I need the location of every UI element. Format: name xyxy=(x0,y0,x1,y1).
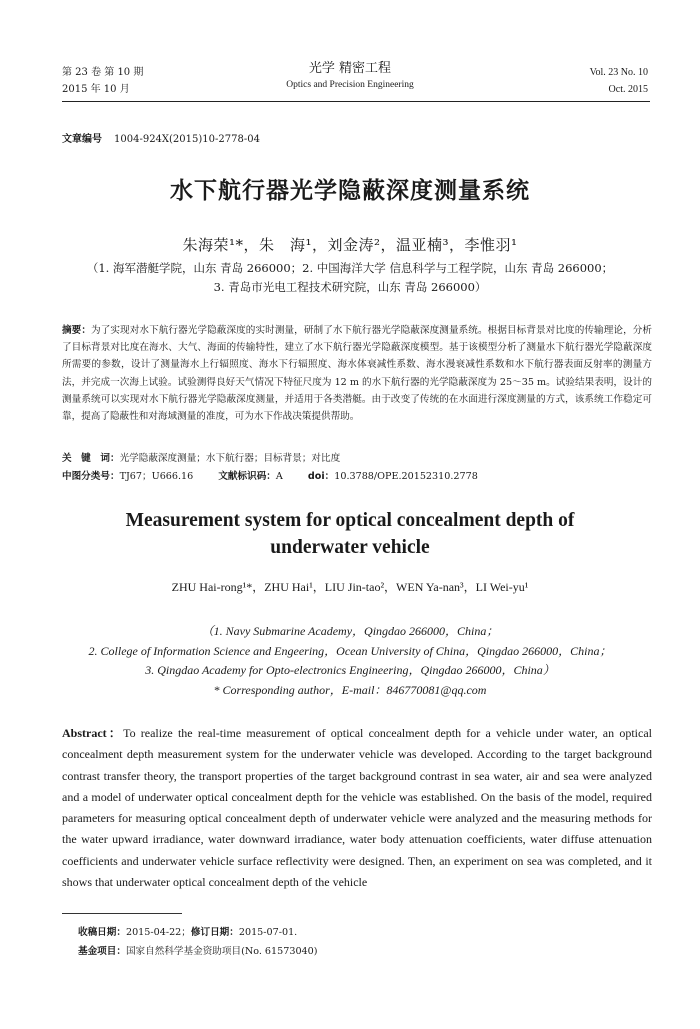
affiliation-en-line: （1. Navy Submarine Academy，Qingdao 266000，China； xyxy=(201,624,499,638)
article-number-label: 文章编号 xyxy=(62,134,102,145)
volume-issue-cn: 第 23 卷 第 10 期 xyxy=(62,67,144,78)
volume-issue-en: Vol. 23 No. 10 xyxy=(589,67,648,78)
affiliations-en xyxy=(10,622,690,700)
abstract-cn-text: 为了实现对水下航行器光学隐蔽深度的实时测量，研制了水下航行器光学隐蔽深度测量系统。根据目标背景对比度的传输理论，分析了目标背景对比度在海水、大气、海面的传输特性，建立了水下航行器光学隐蔽深度模型。基于该模型分析了测量水下航行器光学隐蔽深度所需要的参数，设计了测量海水上行辐照度、海水下行辐照度、海水体衰减性系数、海水漫衰减性系数和水下航行器表面反射率的测量方法，并完成一次海上试验。试验测得良好天气情况下特征尺度为 12 m 的水下航行器的光学隐蔽深度为 25～35 m。试验结果表明，设计的测量系统可以实现对水下航行器光学隐蔽深度测量，并适用于各类潜艇。由于改变了传统的在水面进行深度测量的方式，该系统工作稳定可靠，提高了隐蔽性和对海域测量的准度，可为水下作战决策提供帮助。 xyxy=(62,325,653,423)
journal-name-cn: 光学 精密工程 xyxy=(308,61,392,76)
affiliations-cn xyxy=(40,259,660,297)
abstract-en-label: Abstract： xyxy=(62,726,124,740)
clc-value: TJ67；U666.16 xyxy=(119,471,194,482)
fund-text: 国家自然科学基金资助项目(No. 61573040) xyxy=(125,946,318,957)
header-right xyxy=(590,64,648,98)
footnote-divider xyxy=(62,913,182,914)
title-en-line: Measurement system for optical concealment depth of xyxy=(125,510,575,531)
article-number-value: 1004-924X(2015)10-2778-04 xyxy=(114,134,260,145)
article-number xyxy=(62,130,260,145)
classification-line xyxy=(62,468,662,482)
keywords-cn-text: 光学隐蔽深度测量；水下航行器；目标背景；对比度 xyxy=(119,453,341,464)
revised-date: 2015-07-01. xyxy=(238,927,298,938)
keywords-cn-label: 关 键 词： xyxy=(62,453,120,464)
doc-code-value: A xyxy=(275,471,283,482)
affiliation-cn-line: （1. 海军潜艇学院，山东 青岛 266000；2. 中国海洋大学 信息科学与工程学院，山东 青岛 266000； xyxy=(86,261,614,275)
keywords-cn xyxy=(62,450,652,464)
authors-en: ZHU Hai-rong¹*，ZHU Hai¹，LIU Jin-tao²，WEN Ya-nan³，LI Wei-yu¹ xyxy=(171,580,529,594)
journal-name-en: Optics and Precision Engineering xyxy=(286,80,414,90)
clc-label: 中图分类号： xyxy=(62,471,120,482)
abstract-en-text: To realize the real-time measurement of optical concealment depth for a vehicle under water, an optical concealment depth measurement system for the underwater vehicle was developed. According to the target background contrast transfer theory, the transport properties of the target background contrast in sea water, air and sea were analyzed and a model of underwater optical concealment depth for the vehicle was established. On the basis of the model, required parameters for measuring optical concealment depth of underwater vehicle were analyzed and the measuring methods for the water upward irradiance, water downward irradiance, water body attenuation coefficients, water diffuse attenuation coefficients and underwater vehicle surface reflectivity were designed. Then, an experiment on sea was completed, and it shows that underwater optical concealment depth of the vehicle xyxy=(62,726,653,890)
journal-name xyxy=(250,60,450,92)
date-en: Oct. 2015 xyxy=(608,84,648,95)
received-label: 收稿日期： xyxy=(78,927,126,938)
corresponding-author: * Corresponding author，E-mail：846770081@qq.com xyxy=(213,682,487,697)
footnote-dates xyxy=(78,923,318,942)
authors-cn: 朱海荣¹*，朱 海¹，刘金涛²，温亚楠³，李惟羽¹ xyxy=(182,236,518,254)
header-divider xyxy=(62,101,650,102)
title-en xyxy=(0,507,700,561)
affiliation-en-line: 2. College of Information Science and Engeering，Ocean University of China，Qingdao 266000，China； xyxy=(88,643,612,658)
doi-value[interactable]: 10.3788/OPE.20152310.2778 xyxy=(334,471,478,482)
date-cn: 2015 年 10 月 xyxy=(62,84,130,95)
header-left xyxy=(62,64,143,98)
fund-label: 基金项目： xyxy=(78,946,126,957)
abstract-en xyxy=(62,723,652,893)
footnote-fund xyxy=(78,942,318,961)
abstract-cn xyxy=(62,322,652,425)
abstract-cn-label: 摘要： xyxy=(62,325,92,336)
affiliation-cn-line: 3. 青岛市光电工程技术研究院，山东 青岛 266000） xyxy=(213,280,487,294)
title-cn: 水下航行器光学隐蔽深度测量系统 xyxy=(170,178,530,204)
doi-label: doi： xyxy=(307,471,335,482)
doc-code-label: 文献标识码： xyxy=(218,471,276,482)
revised-label: 修订日期： xyxy=(190,927,239,938)
footnote xyxy=(78,923,318,961)
affiliation-en-line: 3. Qingdao Academy for Opto-electronics Engineering，Qingdao 266000，China） xyxy=(145,663,555,677)
received-date: 2015-04-22； xyxy=(125,927,191,938)
title-en-line: underwater vehicle xyxy=(270,537,430,558)
